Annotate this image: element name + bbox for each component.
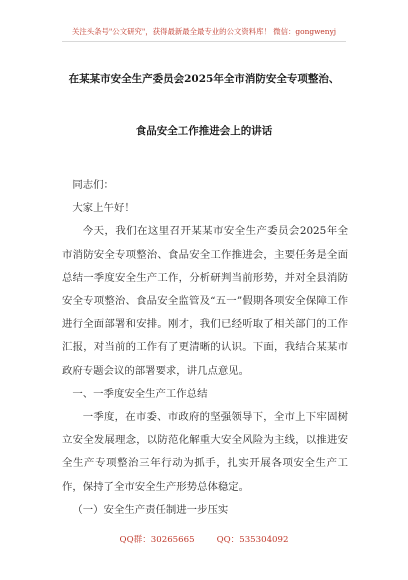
salutation: 同志们：: [72, 179, 114, 191]
footer-qq: QQ：535304092: [216, 535, 289, 545]
document-title-line-2: 食品安全工作推进会上的讲话: [135, 125, 273, 137]
header-banner: 关注头条号"公文研究"，获得最新最全最专业的公文资料库！ 微信：gongwenyj: [71, 27, 337, 36]
document-title-line-1: 在某某市安全生产委员会2025年全市消防安全专项整治、: [68, 73, 340, 85]
footer-contact: [0, 533, 408, 545]
intro-paragraph: 今天，我们在这里召开某某市安全生产委员会2025年全市消防安全专项整治、食品安全工作推进会，主要任务是全面总结一季度安全生产工作，分析研判当前形势，并对全县消防安全专项整治、食品安全监管及“五一”假期各项安全保障工作进行全面部署和安排。刚才，我们已经听取了相关部门的工作汇报，对当前的工作有了更清晰的认识。下面，我结合某某市政府专题会议的部署要求，讲几点意见。: [62, 225, 348, 377]
greeting: 大家上午好！: [72, 202, 135, 215]
document-body: [62, 174, 348, 522]
header-divider: [62, 41, 346, 42]
footer-qq-group: QQ群：30265665: [119, 535, 195, 545]
section-heading: 一、一季度安全生产工作总结: [72, 387, 208, 400]
summary-paragraph: 一季度，在市委、市政府的坚强领导下，全市上下牢固树立安全发展理念，以防范化解重大安全风险为主线，以推进安全生产专项整治三年行动为抓手，扎实开展各项安全生产工作，保持了全市安全生产形势总体稳定。: [62, 411, 348, 493]
subsection-heading: （一）安全生产责任制进一步压实: [72, 503, 229, 516]
